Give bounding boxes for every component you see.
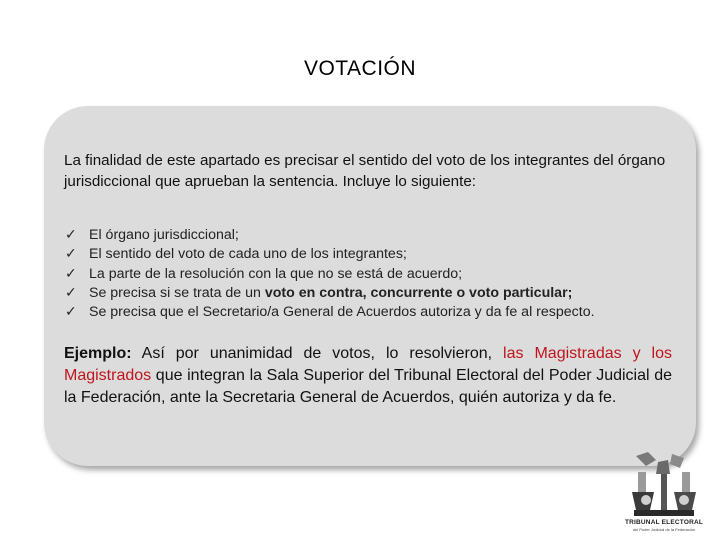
list-item-text <box>89 284 572 303</box>
list-item-text: La parte de la resolución con la que no se está de acuerdo; <box>89 265 463 282</box>
example-label: Ejemplo: <box>64 345 132 362</box>
checkmark-icon: ✓ <box>65 227 77 243</box>
checkmark-icon: ✓ <box>65 246 77 263</box>
logo-subtitle: del Poder Judicial de la Federación <box>632 527 696 532</box>
logo-name: TRIBUNAL ELECTORAL <box>624 519 704 526</box>
list-item <box>65 265 690 284</box>
checkmark-icon: ✓ <box>65 265 77 282</box>
list-item-text: Se precisa que el Secretario/a General de Acuerdos autoriza y da fe al respecto. <box>89 304 595 321</box>
list-item-text: El sentido del voto de cada uno de los integrantes; <box>89 246 407 263</box>
list-item <box>65 284 690 303</box>
requirements-checklist <box>65 226 690 322</box>
list-item <box>65 245 690 264</box>
list-item <box>65 303 690 322</box>
list-item-text-bold: voto en contra, concurrente o voto particular; <box>264 284 573 301</box>
list-item-text: El órgano jurisdiccional; <box>89 227 239 243</box>
example-text-2: que integran la Sala Superior del Tribunal Electoral del Poder Judicial de la Federación, ante la Secretaria General de Acuerdos, quién autoriza y da fe. <box>64 367 672 406</box>
example-highlight: las Magistradas y los Magistrados <box>64 345 673 384</box>
list-item <box>65 226 690 245</box>
intro-paragraph: La finalidad de este apartado es precisar el sentido del voto de los integrantes del órgano jurisdiccional que aprueban la sentencia. Incluye lo siguiente: <box>64 152 666 190</box>
checkmark-icon: ✓ <box>65 304 77 321</box>
list-item-text-plain: Se precisa si se trata de un <box>89 284 265 301</box>
example-paragraph <box>64 343 672 409</box>
slide-title: VOTACIÓN <box>303 57 417 80</box>
checkmark-icon: ✓ <box>65 284 77 301</box>
example-text-1: Así por unanimidad de votos, lo resolvieron, <box>131 345 504 362</box>
